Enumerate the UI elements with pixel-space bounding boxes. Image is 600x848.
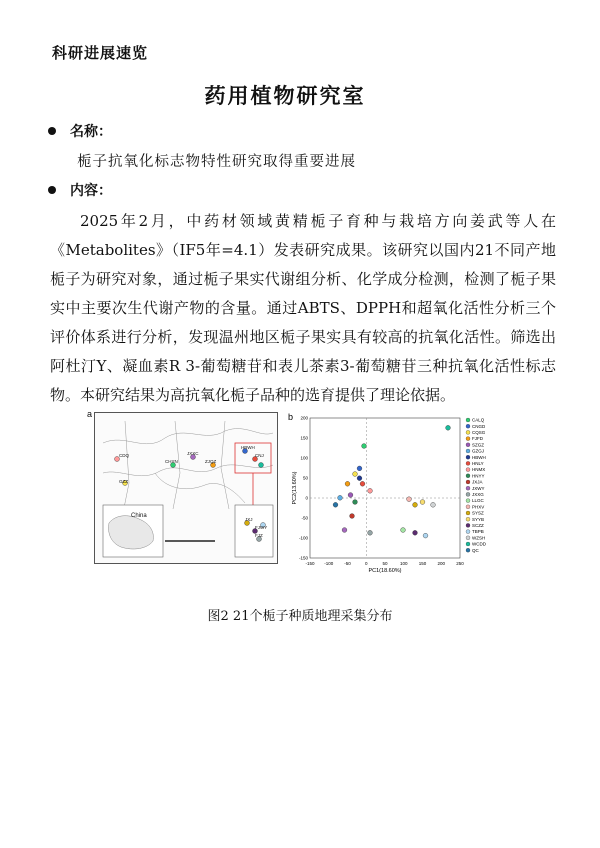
pca-point [357,476,362,481]
legend-label: WZSH [472,535,486,541]
pca-point [350,514,355,519]
pca-xtick: 250 [456,561,464,566]
page-title [0,80,600,110]
pca-point [353,472,358,477]
legend-swatch [466,536,470,540]
pca-ytick: -100 [298,535,308,541]
legend-swatch [466,517,470,521]
content-label: 内容： [70,183,112,199]
legend-label: CNGD [472,423,486,429]
legend-label: JXJA [472,479,483,485]
pca-xtick: 0 [364,561,368,566]
pca-xtick: 100 [399,561,408,566]
pca-point [431,502,436,507]
pca-xtick: -100 [324,561,334,566]
pca-point [357,466,362,471]
content-body [50,207,556,410]
name-heading [48,121,112,141]
section-header: 科研进展速览 [52,44,149,62]
legend-label: SCZZ [472,523,484,528]
pca-ytick: 50 [302,475,308,481]
legend-label: HNMX [472,467,486,473]
page-title-text: 药用植物研究室 [204,83,366,108]
legend-label: HNLY [472,461,484,466]
figure-caption: 图2 21个栀子种质地理采集分布 [207,609,393,624]
legend-swatch [466,424,470,428]
figure [87,409,514,588]
legend-swatch [466,530,470,534]
pca-ytick: 200 [300,415,308,421]
legend-label: TBPB [472,529,484,535]
legend-label: HBWH [472,454,486,460]
map-label: JXXC [187,451,199,456]
pca-point [407,497,412,502]
map-label: CDQ [119,453,129,458]
content-heading [48,180,112,200]
legend-label: SYYB [472,516,485,522]
legend-swatch [466,437,470,441]
pca-point [362,444,367,449]
legend-swatch [466,548,470,552]
legend-label: JXWY [472,485,485,491]
pca-ytick: -150 [298,555,308,561]
pca-point [338,495,343,500]
pca-point [368,488,373,493]
pca-xtick: 50 [382,561,388,566]
legend-label: SYSZ [472,510,484,516]
content-paragraph: 2025年2月，中药材领域黄精栀子育种与栽培方向姜武等人在《Metabolites》（IF5年=4.1）发表研究成果。该研究以国内21不同产地栀子为研究对象，通过栀子果实代谢组分析、化学成分检测，检测了栀子果实中主要次生代谢产物的含量。通过ABTS、DPPH和超氧化活性分析三个评价体系进行分析，发现温州地区栀子果实具有较高的抗氧化活性。筛选出阿杜汀Y、凝血素R 3-葡萄糖苷和表儿茶素3-葡萄糖苷三种抗氧化活性标志物。本研究结果为高抗氧化栀子品种的选育提供了理论依据。 [50,212,556,404]
map-label: ZJQZ [205,459,217,464]
pca-ytick: -50 [301,515,308,521]
legend-swatch [466,511,470,515]
legend-swatch [466,542,470,546]
legend-swatch [466,468,470,472]
legend-swatch [466,480,470,484]
pca-xlabel: PC1(18.60%) [368,568,402,574]
map-label: FJWY [255,525,268,530]
legend-swatch [466,486,470,490]
legend-label: PHXV [472,504,485,510]
legend-swatch [466,443,470,447]
name-text: 栀子抗氧化标志物特性研究取得重要进展 [77,154,356,170]
pca-point [333,502,338,507]
legend-label: CQSG [472,430,486,435]
pca-point [413,502,418,507]
pca-xtick: -50 [344,561,351,566]
pca-point [345,481,350,486]
pca-chart [288,412,514,588]
legend-label: GZGJ [472,448,484,454]
legend-swatch [466,449,470,453]
legend-label: QC [472,547,479,553]
map-label: GZZ [119,479,128,484]
legend-swatch [466,499,470,503]
legend-label: WCDD [472,541,486,547]
legend-swatch [466,505,470,509]
pca-ytick: 0 [305,495,308,501]
map-label: CNJ [255,453,264,458]
map-label: HBWH [241,445,255,450]
pca-point [446,425,451,430]
legend-swatch [466,492,470,496]
legend-swatch [466,523,470,527]
pca-point [348,493,353,498]
name-label: 名称： [70,124,112,140]
legend-label: LLGC [472,498,484,504]
legend-swatch [466,430,470,434]
map-label: FJZ [255,533,263,538]
legend-label: SZGZ [472,442,484,448]
inset-label: China [131,513,147,519]
legend-swatch [466,418,470,422]
pca-ytick: 150 [300,435,308,441]
pca-point [413,530,418,535]
pca-frame [310,418,460,558]
map-label: CHYN [165,459,178,464]
legend-swatch [466,461,470,465]
legend-label: JXXG [472,492,484,497]
pca-xtick: -150 [305,561,315,566]
pca-xtick: 150 [418,561,427,566]
pca-point [420,500,425,505]
pca-point [423,533,428,538]
pca-point [342,528,347,533]
bullet-icon [48,127,56,135]
pca-ytick: 100 [300,455,308,461]
legend-label: HNYY [472,473,485,479]
pca-point [353,500,358,505]
map-panel [87,409,278,564]
map-label: JXJ [245,517,253,522]
pca-ylabel: PC2(13.60%) [292,471,298,505]
map-svg [95,413,277,563]
legend-label: CALQ [472,417,485,423]
panel-a-label: a [87,409,93,419]
legend-swatch [466,455,470,459]
legend-label: FJFD [472,436,483,442]
pca-point [368,530,373,535]
pca-point [360,481,365,486]
pca-point [401,528,406,533]
legend-swatch [466,474,470,478]
panel-b-label: b [288,412,294,422]
pca-xtick: 200 [437,561,446,566]
bullet-icon [48,186,56,194]
